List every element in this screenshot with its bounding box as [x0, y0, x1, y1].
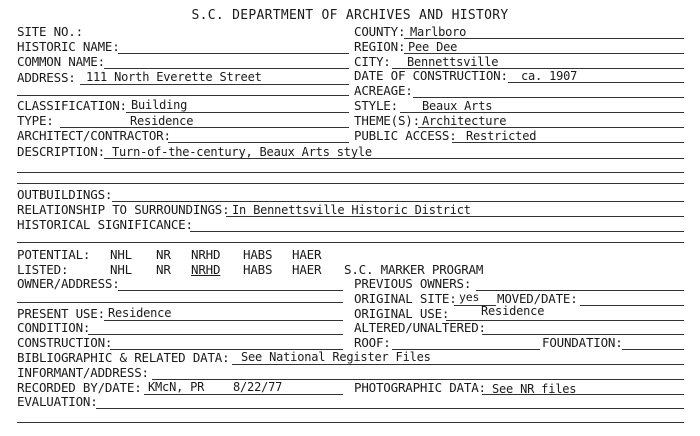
address-label: ADDRESS: — [17, 70, 76, 85]
original-site-label: ORIGINAL SITE: — [354, 291, 457, 306]
site-no-label: SITE NO.: — [17, 24, 83, 39]
description-label: DESCRIPTION: — [17, 144, 105, 159]
relationship-line — [226, 216, 684, 217]
original-site-value: yes — [459, 290, 480, 304]
listed-nhl: NHL — [110, 262, 132, 277]
potential-label: POTENTIAL: — [17, 247, 91, 262]
style-line — [400, 112, 684, 113]
address-line — [80, 84, 349, 85]
date-construction-label: DATE OF CONSTRUCTION: — [354, 68, 508, 83]
recorded-line — [144, 394, 343, 395]
architect-line — [168, 142, 349, 143]
owner-line — [118, 290, 343, 291]
public-access-line — [452, 142, 684, 143]
relationship-label: RELATIONSHIP TO SURROUNDINGS: — [17, 202, 230, 217]
previous-owners-label: PREVIOUS OWNERS: — [354, 276, 472, 291]
roof-label: ROOF: — [354, 335, 391, 350]
altered-label: ALTERED/UNALTERED: — [354, 320, 486, 335]
city-value: Bennettsville — [407, 55, 499, 69]
original-use-value: Residence — [481, 304, 545, 318]
significance-label: HISTORICAL SIGNIFICANCE: — [17, 217, 193, 232]
description-line-2 — [17, 172, 684, 173]
present-use-line — [104, 320, 343, 321]
type-value: Residence — [130, 114, 194, 128]
listed-haer: HAER — [292, 262, 322, 277]
classification-line — [126, 112, 349, 113]
bibliographic-value: See National Register Files — [241, 350, 431, 364]
recorded-label: RECORDED BY/DATE: — [17, 380, 142, 395]
region-value: Pee Dee — [408, 40, 458, 54]
foundation-line — [622, 349, 684, 350]
recorded-by-value: KMcN, PR — [148, 380, 205, 394]
listed-nr: NR — [156, 262, 171, 277]
evaluation-line — [96, 408, 684, 409]
county-label: COUNTY: — [354, 24, 406, 39]
region-label: REGION: — [354, 39, 406, 54]
listed-habs: HABS — [243, 262, 273, 277]
relationship-value: In Bennettsville Historic District — [232, 203, 471, 217]
evaluation-line-2 — [17, 422, 684, 423]
moved-date-label: MOVED/DATE: — [497, 291, 578, 306]
construction-label: CONSTRUCTION: — [17, 335, 113, 350]
photographic-value: See NR files — [492, 382, 577, 396]
significance-line-2 — [17, 242, 684, 243]
classification-value: Building — [131, 98, 188, 112]
historic-name-line — [118, 53, 349, 54]
potential-haer: HAER — [292, 247, 322, 262]
recorded-date-value: 8/22/77 — [233, 380, 283, 394]
original-use-label: ORIGINAL USE: — [354, 306, 450, 321]
moved-date-line — [580, 305, 684, 306]
listed-nrhd-selected: NRHD — [191, 262, 221, 277]
county-value: Marlboro — [410, 25, 467, 39]
outbuildings-label: OUTBUILDINGS: — [17, 187, 113, 202]
acreage-line — [413, 97, 684, 98]
county-line — [404, 38, 684, 39]
potential-nr: NR — [156, 247, 171, 262]
themes-label: THEME(S): — [354, 113, 420, 128]
significance-line — [190, 231, 684, 232]
type-label: TYPE: — [17, 113, 54, 128]
historic-name-label: HISTORIC NAME: — [17, 39, 120, 54]
address-value: 111 North Everette Street — [86, 70, 262, 84]
bibliographic-label: BIBLIOGRAPHIC & RELATED DATA: — [17, 350, 230, 365]
region-line — [404, 53, 684, 54]
themes-value: Architecture — [422, 114, 507, 128]
themes-line — [418, 127, 684, 128]
form-title: S.C. DEPARTMENT OF ARCHIVES AND HISTORY — [191, 8, 509, 23]
common-name-label: COMMON NAME: — [17, 54, 105, 69]
potential-habs: HABS — [243, 247, 273, 262]
architect-label: ARCHITECT/CONTRACTOR: — [17, 128, 171, 143]
photographic-label: PHOTOGRAPHIC DATA: — [354, 380, 486, 395]
date-construction-value: ca. 1907 — [521, 69, 578, 83]
condition-label: CONDITION: — [17, 320, 91, 335]
present-use-value: Residence — [108, 306, 172, 320]
address-line-2 — [17, 95, 349, 96]
classification-label: CLASSIFICATION: — [17, 98, 127, 113]
bibliographic-line — [232, 364, 684, 365]
description-line-3 — [17, 183, 684, 184]
style-value: Beaux Arts — [422, 99, 493, 113]
marker-program-label: S.C. MARKER PROGRAM — [344, 262, 484, 277]
photographic-line — [482, 394, 684, 395]
informant-label: INFORMANT/ADDRESS: — [17, 365, 149, 380]
public-access-label: PUBLIC ACCESS: — [354, 128, 457, 143]
foundation-label: FOUNDATION: — [542, 335, 623, 350]
listed-label: LISTED: — [17, 262, 69, 277]
present-use-label: PRESENT USE: — [17, 306, 105, 321]
potential-nrhd: NRHD — [191, 247, 221, 262]
description-value: Turn-of-the-century, Beaux Arts style — [112, 145, 372, 159]
potential-nhl: NHL — [110, 247, 132, 262]
owner-label: OWNER/ADDRESS: — [17, 276, 120, 291]
evaluation-label: EVALUATION: — [17, 394, 98, 409]
condition-line — [88, 334, 343, 335]
date-construction-line — [508, 82, 684, 83]
acreage-label: ACREAGE: — [354, 83, 413, 98]
owner-line-2 — [17, 302, 343, 303]
description-line — [104, 158, 684, 159]
style-label: STYLE: — [354, 98, 398, 113]
common-name-line — [104, 68, 349, 69]
public-access-value: Restricted — [466, 129, 537, 143]
city-label: CITY: — [354, 54, 391, 69]
roof-line — [392, 349, 540, 350]
